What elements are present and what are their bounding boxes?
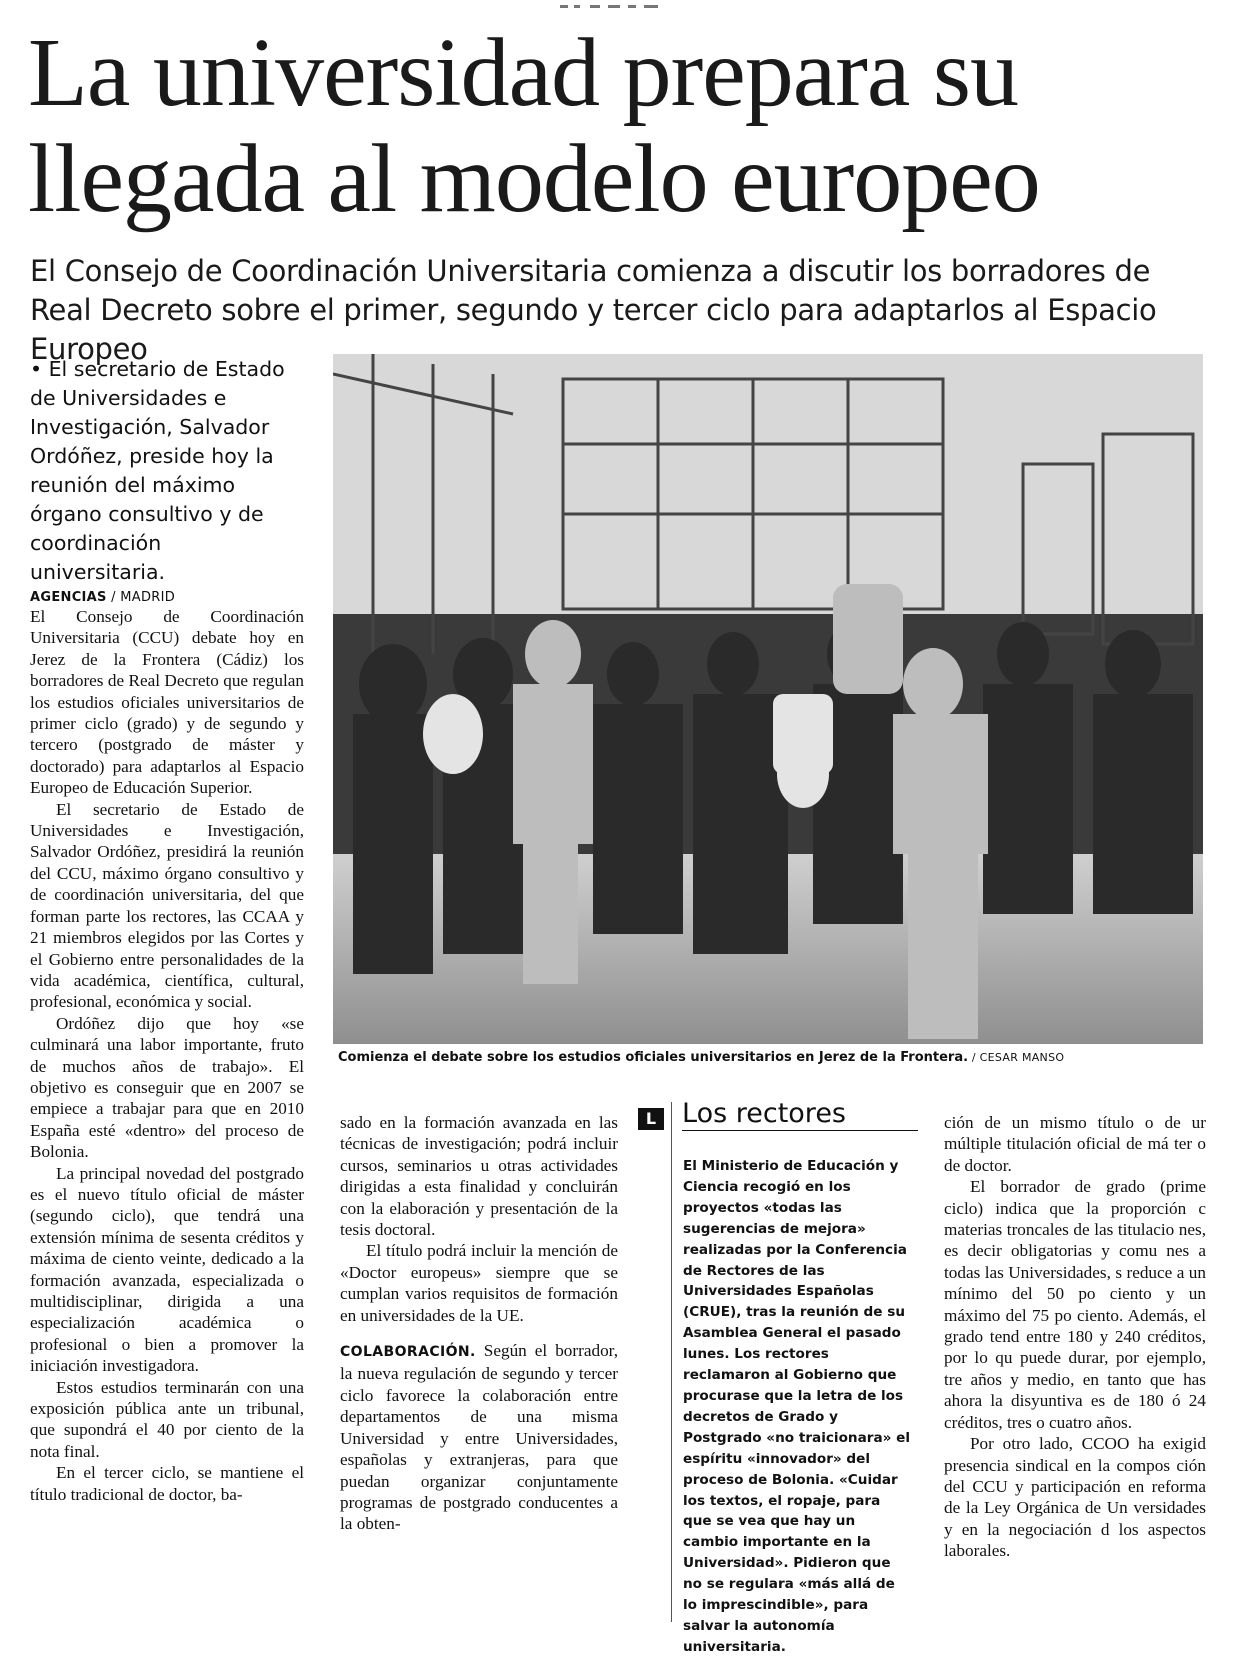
- article-paragraph-text: Según el borrador, la nueva regulación de segundo y tercer ciclo favorece la colaboración entre departamentos de una misma Universidad y entre Universidades, españolas y extranjeras, para que puedan organizar conjuntamente programas de postgrado conducentes a la obten-: [340, 1341, 618, 1534]
- summary-lead: • El secretario de Estado de Universidades e Investigación, Salvador Ordóñez, preside hoy la reunión del máximo órgano consultivo y de coordinación universitaria.: [30, 357, 285, 584]
- article-column-2: [340, 1112, 618, 1535]
- article-paragraph: Por otro lado, CCOO ha exigid presencia sindical en la compos ción del CCU y participación en reforma de la Ley Orgánica de Un versidades y en la negociación d los aspectos laborales.: [944, 1434, 1206, 1561]
- photo-caption: [338, 1050, 1238, 1065]
- byline: [30, 590, 300, 605]
- byline-place: MADRID: [120, 590, 176, 605]
- news-photo: [333, 354, 1203, 1044]
- photo-illustration: [333, 354, 1203, 1044]
- article-paragraph: El borrador de grado (prime ciclo) indica que la proporción c materias troncales de las titulacio nes, es decir obligatorias y comu nes a todas las Universidades, s reduce a un mínimo del 50 po ciento y un máximo del 75 po ciento. Además, el grado tend entre 180 y 240 créditos, por lo qu puede durar, por ejemplo, tre años y medio, en tanto que has ahora la disyuntiva es de 180 ó 24 créditos, tres o cuatro años.: [944, 1177, 1206, 1432]
- article-paragraph: El Consejo de Coordinación Universitaria (CCU) debate hoy en Jerez de la Frontera (Cádiz) los borradores de Real Decreto que regulan los estudios oficiales universitarios de primer ciclo (grado) y de segundo y tercero (postgrado de máster y doctorado) para adaptarlos al Espacio Europeo de Educación Superior.: [30, 607, 304, 798]
- section-logo-icon: L: [638, 1108, 664, 1130]
- headline: La universidad prepara su llegada al modelo europeo: [28, 19, 1040, 233]
- article-paragraph-collaboration: [340, 1340, 618, 1535]
- article-paragraph: El secretario de Estado de Universidades e Investigación, Salvador Ordóñez, presidirá la reunión del CCU, máximo órgano consultivo y de coordinación universitaria, del que forman parte los rectores, las CCAA y 21 miembros elegidos por las Cortes y el Gobierno entre personalidades de la vida académica, científica, cultural, profesional, económica y social.: [30, 799, 304, 1012]
- sidebar-title-rule: [682, 1130, 918, 1131]
- article-paragraph: sado en la formación avanzada en las técnicas de investigación; podrá incluir cursos, seminarios u otras actividades dirigidas a esta finalidad y concluirán con la elaboración y presentación de la tesis doctoral.: [340, 1113, 618, 1240]
- byline-agency: AGENCIAS: [30, 590, 107, 605]
- article-column-1: [30, 606, 304, 1505]
- article-paragraph: Estos estudios terminarán con una exposición pública ante un tribunal, que supondrá el 40 por ciento de la nota final.: [30, 1377, 304, 1461]
- subheadline: El Consejo de Coordinación Universitaria comienza a discutir los borradores de Real Decreto sobre el primer, segundo y tercer ciclo para adaptarlos al Espacio Europeo: [30, 254, 1157, 366]
- article-paragraph: Ordóñez dijo que hoy «se culminará una labor importante, fruto de muchos años de trabajo». El objetivo es conseguir que en 2007 se empiece a trabajar para que en 2010 España esté «dentro» del proceso de Bolonia.: [30, 1013, 304, 1162]
- sidebar-text: El Ministerio de Educación y Ciencia recogió en los proyectos «todas las sugerencias de mejora» realizadas por la Conferencia de Rectores de las Universidades Españolas (CRUE), tras la reunión de su Asamblea General el pasado lunes. Los rectores reclamaron al Gobierno que procurase que la letra de los decretos de Grado y Postgrado «no traicionara» el espíritu «innovador» del proceso de Bolonia. «Cuidar los textos, el ropaje, para que se vea que hay un cambio importante en la Universidad». Pidieron que no se regulara «más allá de lo imprescindible», para salvar la autonomía universitaria.: [683, 1158, 911, 1655]
- article-column-4: [944, 1112, 1206, 1562]
- page-header-mark: [560, 0, 730, 8]
- caption-text: Comienza el debate sobre los estudios oficiales universitarios en Jerez de la Frontera.: [338, 1050, 969, 1065]
- byline-separator: /: [106, 590, 121, 605]
- sidebar-title: Los rectores: [682, 1098, 846, 1129]
- article-paragraph: La principal novedad del postgrado es el nuevo título oficial de máster (segundo ciclo), que tendrá una extensión mínima de sesenta créditos y máxima de ciento veinte, dedicado a la formación avanzada, especializada o multidisciplinar, dirigida a una especialización académica o profesional o bien a promover la iniciación investigadora.: [30, 1163, 304, 1376]
- photo-credit: / CESAR MANSO: [968, 1051, 1065, 1064]
- sidebar-header: [638, 1098, 918, 1140]
- sidebar-divider: [671, 1102, 672, 1622]
- article-paragraph: El título podrá incluir la mención de «Doctor europeus» siempre que se cumplan varios requisitos de formación en universidades de la UE.: [340, 1241, 618, 1325]
- article-paragraph: En el tercer ciclo, se mantiene el título tradicional de doctor, ba-: [30, 1463, 304, 1504]
- section-label: COLABORACIÓN.: [340, 1344, 476, 1361]
- article-paragraph: ción de un mismo título o de ur múltiple titulación oficial de má ter o de doctor.: [944, 1113, 1206, 1175]
